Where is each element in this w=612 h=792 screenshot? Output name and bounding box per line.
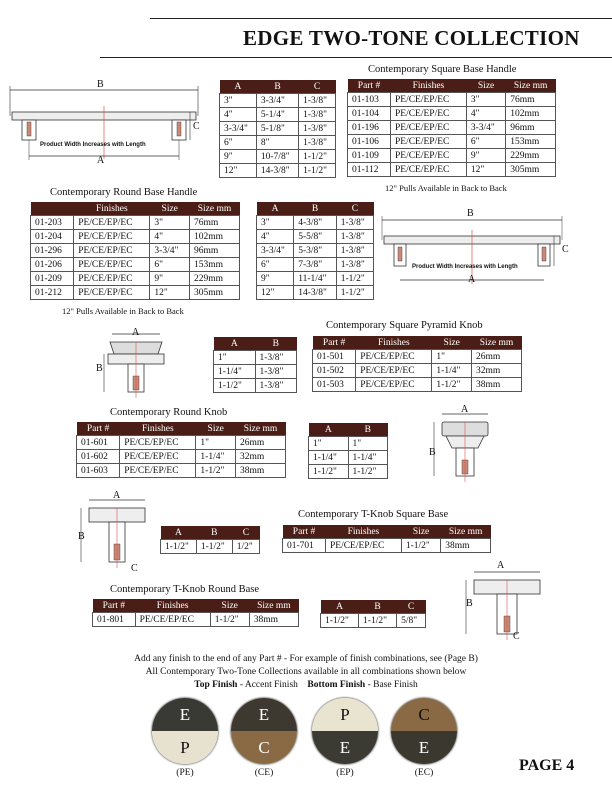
round-knob-diagram-label-b: B [429,447,436,458]
pyramid-knob-diagram [100,330,200,400]
footer-line-1: Add any finish to the end of any Part # - For example of finish combinations, see (Page B) [134,654,478,664]
table-row: 01-104 PE/CE/EP/EC 4" 102mm [348,107,556,121]
diagram2-label-c: C [562,244,569,255]
square-handle-dims-table: A B C 3" 3-3/4" 1-3/8" 4" 5-1/4" 1-3/8" 3-3/4" 5-1/8" 1-3/8" 6" 8" 1-3/8" 9" 10-7/8" 1-1/2" 12" 14-3/8" 1-1/2" [219,80,336,178]
round-base-handle-title: Contemporary Round Base Handle [50,187,198,198]
round-handle-dims-table: A B C 3" 4-3/8" 1-3/8" 4" 5-5/8" 1-3/8" 3-3/4" 5-3/8" 1-3/8" 6" 7-3/8" 1-3/8" 9" 11-1/4" 1-1/2" 12" 14-3/8" 1-1/2" [256,202,374,300]
tknob-round-label-c: C [513,631,520,642]
table-row: 01-503 PE/CE/EP/EC 1-1/2" 38mm [313,378,522,392]
table-row: 01-212 PE/CE/EP/EC 12" 305mm [31,286,240,300]
footer-finish-legend: Top Finish - Accent Finish Bottom Finish - Base Finish [194,680,418,690]
diagram-label-a: A [97,155,105,166]
square-base-handle-table: Part # Finishes Size Size mm 01-103 PE/CE/EP/EC 3" 76mm 01-104 PE/CE/EP/EC 4" 102mm 01-196 PE/CE/EP/EC 3-3/4" 96mm 01-106 PE/CE/EP/EC 6" 153mm 01-109 PE/CE/EP/EC 9" 229mm 01-112 PE/CE/EP/EC 12" 305mm [347,79,556,177]
swatch-bottom-pe: P [152,731,218,764]
swatch-bottom-ec: E [391,731,457,764]
table-row: 01-701 PE/CE/EP/EC 1-1/2" 38mm [283,539,491,553]
table-row: 01-204 PE/CE/EP/EC 4" 102mm [31,230,240,244]
swatch-ec [391,698,457,764]
tknob-square-title: Contemporary T-Knob Square Base [298,509,449,520]
tknob-square-label-b: B [78,531,85,542]
round-knob-diagram [428,408,508,488]
tknob-square-table: Part # Finishes Size Size mm 01-701 PE/CE/EP/EC 1-1/2" 38mm [282,525,491,553]
swatch-top-ce: E [231,698,297,731]
swatch-pe [152,698,218,764]
table-row: 01-203 PE/CE/EP/EC 3" 76mm [31,216,240,230]
pyramid-diagram-label-b: B [96,363,103,374]
swatch-label-pe: (PE) [176,768,194,778]
tknob-round-label-b: B [466,598,473,609]
round-knob-title: Contemporary Round Knob [110,407,228,418]
round-knob-dims-table: A B 1" 1" 1-1/4" 1-1/4" 1-1/2" 1-1/2" [308,423,388,479]
table-row: 01-296 PE/CE/EP/EC 3-3/4" 96mm [31,244,240,258]
table-row: 01-106 PE/CE/EP/EC 6" 153mm [348,135,556,149]
table-row: 01-601 PE/CE/EP/EC 1" 26mm [77,436,286,450]
table-row: 01-109 PE/CE/EP/EC 9" 229mm [348,149,556,163]
diagram2-label-b: B [467,208,474,219]
swatch-bottom-ep: E [312,731,378,764]
diagram-note: Product Width Increases with Length [40,142,146,148]
footer-line-2: All Contemporary Two-Tone Collections available in all combinations shown below [145,667,467,677]
swatch-label-ce: (CE) [254,768,274,778]
tknob-round-label-a: A [497,560,505,571]
page-number: PAGE 4 [519,757,575,774]
round-knob-table: Part # Finishes Size Size mm 01-601 PE/CE/EP/EC 1" 26mm 01-602 PE/CE/EP/EC 1-1/4" 32mm 01-603 PE/CE/EP/EC 1-1/2" 38mm [76,422,286,478]
header-bottom-rule [100,57,612,58]
tknob-round-diagram [460,566,550,646]
square-base-handle-note: 12" Pulls Available in Back to Back [385,183,507,193]
tknob-round-table: Part # Finishes Size Size mm 01-801 PE/CE/EP/EC 1-1/2" 38mm [92,599,299,627]
pyramid-knob-dims-table: A B 1" 1-3/8" 1-1/4" 1-3/8" 1-1/2" 1-3/8" [213,337,297,393]
table-row: 01-103 PE/CE/EP/EC 3" 76mm [348,93,556,107]
tknob-square-label-a: A [113,490,121,501]
square-base-handle-title: Contemporary Square Base Handle [368,64,517,75]
square-base-handle-diagram [8,74,208,169]
tknob-square-label-c: C [131,563,138,574]
diagram2-note: Product Width Increases with Length [412,264,518,270]
pyramid-knob-title: Contemporary Square Pyramid Knob [326,320,483,331]
diagram-label-b: B [97,79,104,90]
table-row: 01-196 PE/CE/EP/EC 3-3/4" 96mm [348,121,556,135]
swatch-label-ec: (EC) [414,768,434,778]
round-base-handle-diagram [378,212,578,292]
page-title: EDGE TWO-TONE COLLECTION [243,26,580,50]
table-row: 01-502 PE/CE/EP/EC 1-1/4" 32mm [313,364,522,378]
diagram2-label-a: A [468,274,476,285]
round-base-handle-table: Finishes Size Size mm 01-203 PE/CE/EP/EC 3" 76mm 01-204 PE/CE/EP/EC 4" 102mm 01-296 PE/CE/EP/EC 3-3/4" 96mm 01-206 PE/CE/EP/EC 6" 153mm 01-209 PE/CE/EP/EC 9" 229mm 01-212 PE/CE/EP/EC 12" 305mm [30,202,240,300]
swatch-top-ec: C [391,698,457,731]
table-row: 01-602 PE/CE/EP/EC 1-1/4" 32mm [77,450,286,464]
swatch-ce [231,698,297,764]
table-row: 01-206 PE/CE/EP/EC 6" 153mm [31,258,240,272]
header-top-rule [150,18,612,19]
round-knob-diagram-label-a: A [461,404,469,415]
round-base-handle-note: 12" Pulls Available in Back to Back [62,306,184,316]
table-row: 01-603 PE/CE/EP/EC 1-1/2" 38mm [77,464,286,478]
tknob-square-dims-table: A B C 1-1/2" 1-1/2" 1/2" [160,526,260,554]
table-row: 01-501 PE/CE/EP/EC 1" 26mm [313,350,522,364]
table-row: 01-209 PE/CE/EP/EC 9" 229mm [31,272,240,286]
swatch-label-ep: (EP) [336,768,354,778]
swatch-top-pe: E [152,698,218,731]
table-row: 01-112 PE/CE/EP/EC 12" 305mm [348,163,556,177]
tknob-round-dims-table: A B C 1-1/2" 1-1/2" 5/8" [320,600,426,628]
tknob-square-diagram [75,494,155,574]
swatch-bottom-ce: C [231,731,297,764]
swatch-ep [312,698,378,764]
pyramid-knob-table: Part # Finishes Size Size mm 01-501 PE/CE/EP/EC 1" 26mm 01-502 PE/CE/EP/EC 1-1/4" 32mm 01-503 PE/CE/EP/EC 1-1/2" 38mm [312,336,522,392]
pyramid-diagram-label-a: A [132,327,140,338]
diagram-label-c: C [193,121,200,132]
table-row: 01-801 PE/CE/EP/EC 1-1/2" 38mm [93,613,299,627]
tknob-round-title: Contemporary T-Knob Round Base [110,584,260,595]
swatch-top-ep: P [312,698,378,731]
